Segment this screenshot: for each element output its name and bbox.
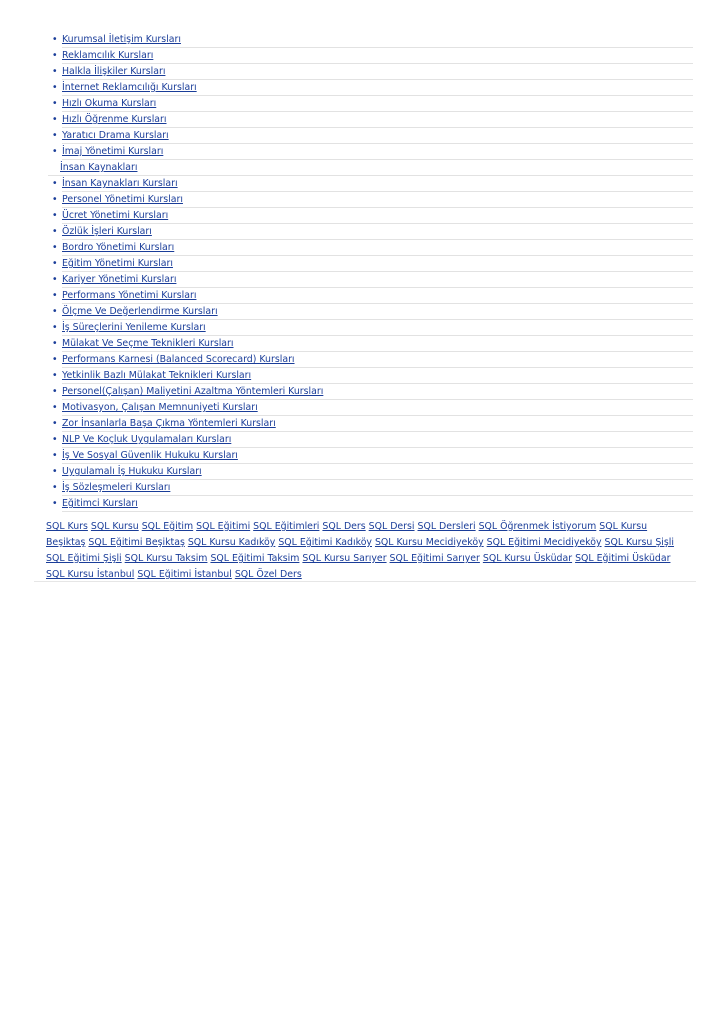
course-list-item bbox=[52, 64, 693, 80]
course-list-item bbox=[52, 32, 693, 48]
course-list-item bbox=[52, 416, 693, 432]
footer-link[interactable]: SQL Eğitimi İstanbul bbox=[137, 569, 232, 580]
bullet-icon: • bbox=[52, 274, 58, 285]
course-link[interactable]: Uygulamalı İş Hukuku Kursları bbox=[62, 466, 202, 477]
course-list-item bbox=[52, 48, 693, 64]
course-list-item bbox=[52, 336, 693, 352]
course-list-item bbox=[52, 80, 693, 96]
course-link[interactable]: Hızlı Öğrenme Kursları bbox=[62, 114, 167, 125]
bullet-icon: • bbox=[52, 354, 58, 365]
footer-link[interactable]: SQL Eğitimi Sarıyer bbox=[389, 553, 480, 564]
bullet-icon: • bbox=[52, 466, 58, 477]
footer-link[interactable]: SQL Dersi bbox=[368, 521, 415, 532]
footer-link[interactable]: SQL Kursu Şişli bbox=[604, 537, 674, 548]
course-list-item bbox=[52, 352, 693, 368]
footer-link[interactable]: SQL Kursu İstanbul bbox=[46, 569, 135, 580]
footer-link[interactable]: SQL Kurs bbox=[46, 521, 88, 532]
bullet-icon: • bbox=[52, 434, 58, 445]
course-link[interactable]: Zor İnsanlarla Başa Çıkma Yöntemleri Kursları bbox=[62, 418, 276, 429]
course-list-item bbox=[52, 496, 693, 512]
course-list-item bbox=[52, 96, 693, 112]
course-list-item bbox=[52, 464, 693, 480]
bullet-icon: • bbox=[52, 322, 58, 333]
course-link[interactable]: Eğitim Yönetimi Kursları bbox=[62, 258, 173, 269]
course-link[interactable]: Mülakat Ve Seçme Teknikleri Kursları bbox=[62, 338, 234, 349]
bullet-icon: • bbox=[52, 82, 58, 93]
bullet-icon: • bbox=[52, 210, 58, 221]
bullet-icon: • bbox=[52, 418, 58, 429]
course-link[interactable]: Yetkinlik Bazlı Mülakat Teknikleri Kursları bbox=[62, 370, 252, 381]
course-link[interactable]: İş Sözleşmeleri Kursları bbox=[62, 482, 171, 493]
course-list-item bbox=[52, 368, 693, 384]
bullet-icon: • bbox=[52, 258, 58, 269]
footer-link[interactable]: SQL Eğitimi Beşiktaş bbox=[88, 537, 185, 548]
footer-link[interactable]: SQL Kursu Taksim bbox=[124, 553, 208, 564]
bullet-icon: • bbox=[52, 178, 58, 189]
footer-link[interactable]: SQL Dersleri bbox=[417, 521, 476, 532]
footer-link[interactable]: SQL Eğitimi Üsküdar bbox=[575, 553, 671, 564]
bullet-icon: • bbox=[52, 402, 58, 413]
footer-link[interactable]: SQL Eğitimi Mecidiyeköy bbox=[486, 537, 602, 548]
course-list bbox=[0, 32, 728, 512]
course-link[interactable]: İnternet Reklamcılığı Kursları bbox=[62, 82, 197, 93]
footer-link[interactable]: SQL Kursu Sarıyer bbox=[302, 553, 387, 564]
course-list-item bbox=[52, 176, 693, 192]
bullet-icon: • bbox=[52, 242, 58, 253]
bullet-icon: • bbox=[52, 114, 58, 125]
footer-link[interactable]: SQL Eğitimi Kadıköy bbox=[278, 537, 372, 548]
footer-link[interactable]: SQL Kursu Kadıköy bbox=[187, 537, 276, 548]
course-link[interactable]: Personel Yönetimi Kursları bbox=[62, 194, 183, 205]
bullet-icon: • bbox=[52, 146, 58, 157]
category-row[interactable] bbox=[48, 160, 693, 176]
course-group-2 bbox=[0, 176, 728, 512]
bullet-icon: • bbox=[52, 130, 58, 141]
course-list-item bbox=[52, 304, 693, 320]
bullet-icon: • bbox=[52, 498, 58, 509]
footer-link[interactable]: SQL Eğitim bbox=[141, 521, 194, 532]
bullet-icon: • bbox=[52, 34, 58, 45]
course-link[interactable]: Yaratıcı Drama Kursları bbox=[62, 130, 169, 141]
footer-link[interactable]: SQL Kursu Beşiktaş bbox=[46, 521, 648, 548]
footer-link[interactable]: SQL Öğrenmek İstiyorum bbox=[478, 521, 597, 532]
bullet-icon: • bbox=[52, 306, 58, 317]
footer-link[interactable]: SQL Özel Ders bbox=[234, 569, 302, 580]
footer-link[interactable]: SQL Eğitimi Şişli bbox=[46, 553, 122, 564]
bullet-icon: • bbox=[52, 194, 58, 205]
footer-divider bbox=[34, 581, 696, 582]
footer-link[interactable]: SQL Eğitimleri bbox=[253, 521, 320, 532]
course-list-item bbox=[52, 400, 693, 416]
course-link[interactable]: Eğitimci Kursları bbox=[62, 498, 138, 509]
course-link[interactable]: Kurumsal İletişim Kursları bbox=[62, 34, 181, 45]
course-link[interactable]: Reklamcılık Kursları bbox=[62, 50, 154, 61]
course-list-item bbox=[52, 288, 693, 304]
bullet-icon: • bbox=[52, 482, 58, 493]
course-list-item bbox=[52, 128, 693, 144]
course-link[interactable]: Performans Yönetimi Kursları bbox=[62, 290, 197, 301]
footer-link[interactable]: SQL Kursu Mecidiyeköy bbox=[374, 537, 484, 548]
course-list-item bbox=[52, 240, 693, 256]
bullet-icon: • bbox=[52, 370, 58, 381]
course-link[interactable]: Performans Karnesi (Balanced Scorecard) Kursları bbox=[62, 354, 295, 365]
course-link[interactable]: Hızlı Okuma Kursları bbox=[62, 98, 157, 109]
course-link[interactable]: Ücret Yönetimi Kursları bbox=[62, 210, 169, 221]
course-link[interactable]: İmaj Yönetimi Kursları bbox=[62, 146, 164, 157]
course-link[interactable]: İnsan Kaynakları Kursları bbox=[62, 178, 178, 189]
course-link[interactable]: Bordro Yönetimi Kursları bbox=[62, 242, 175, 253]
course-link[interactable]: Kariyer Yönetimi Kursları bbox=[62, 274, 177, 285]
course-list-item bbox=[52, 144, 693, 160]
bullet-icon: • bbox=[52, 290, 58, 301]
course-link[interactable]: NLP Ve Koçluk Uygulamaları Kursları bbox=[62, 434, 232, 445]
course-link[interactable]: Personel(Çalışan) Maliyetini Azaltma Yöntemleri Kursları bbox=[62, 386, 324, 397]
footer-link[interactable]: SQL Ders bbox=[322, 521, 366, 532]
course-list-item bbox=[52, 272, 693, 288]
course-list-item bbox=[52, 224, 693, 240]
course-list-item bbox=[52, 432, 693, 448]
course-link[interactable]: Ölçme Ve Değerlendirme Kursları bbox=[62, 306, 218, 317]
course-list-item bbox=[52, 448, 693, 464]
bullet-icon: • bbox=[52, 386, 58, 397]
bullet-icon: • bbox=[52, 338, 58, 349]
course-link[interactable]: Özlük İşleri Kursları bbox=[62, 226, 152, 237]
footer-link-cloud bbox=[46, 519, 686, 583]
bullet-icon: • bbox=[52, 66, 58, 77]
course-list-item bbox=[52, 480, 693, 496]
course-list-item bbox=[52, 192, 693, 208]
course-link[interactable]: İş Süreçlerini Yenileme Kursları bbox=[62, 322, 206, 333]
footer-link[interactable]: SQL Kursu Üsküdar bbox=[482, 553, 573, 564]
course-list-item bbox=[52, 112, 693, 128]
bullet-icon: • bbox=[52, 226, 58, 237]
course-list-item bbox=[52, 208, 693, 224]
course-link[interactable]: Halkla İlişkiler Kursları bbox=[62, 66, 166, 77]
bullet-icon: • bbox=[52, 98, 58, 109]
course-list-item bbox=[52, 384, 693, 400]
course-list-item bbox=[52, 256, 693, 272]
course-link[interactable]: İş Ve Sosyal Güvenlik Hukuku Kursları bbox=[62, 450, 238, 461]
bullet-icon: • bbox=[52, 50, 58, 61]
footer-link[interactable]: SQL Eğitimi bbox=[196, 521, 251, 532]
category-label[interactable]: İnsan Kaynakları bbox=[60, 162, 138, 173]
footer-link[interactable]: SQL Eğitimi Taksim bbox=[210, 553, 300, 564]
course-group-1 bbox=[0, 32, 728, 160]
bullet-icon: • bbox=[52, 450, 58, 461]
course-link[interactable]: Motivasyon, Çalışan Memnuniyeti Kursları bbox=[62, 402, 258, 413]
footer-link[interactable]: SQL Kursu bbox=[90, 521, 139, 532]
course-list-item bbox=[52, 320, 693, 336]
